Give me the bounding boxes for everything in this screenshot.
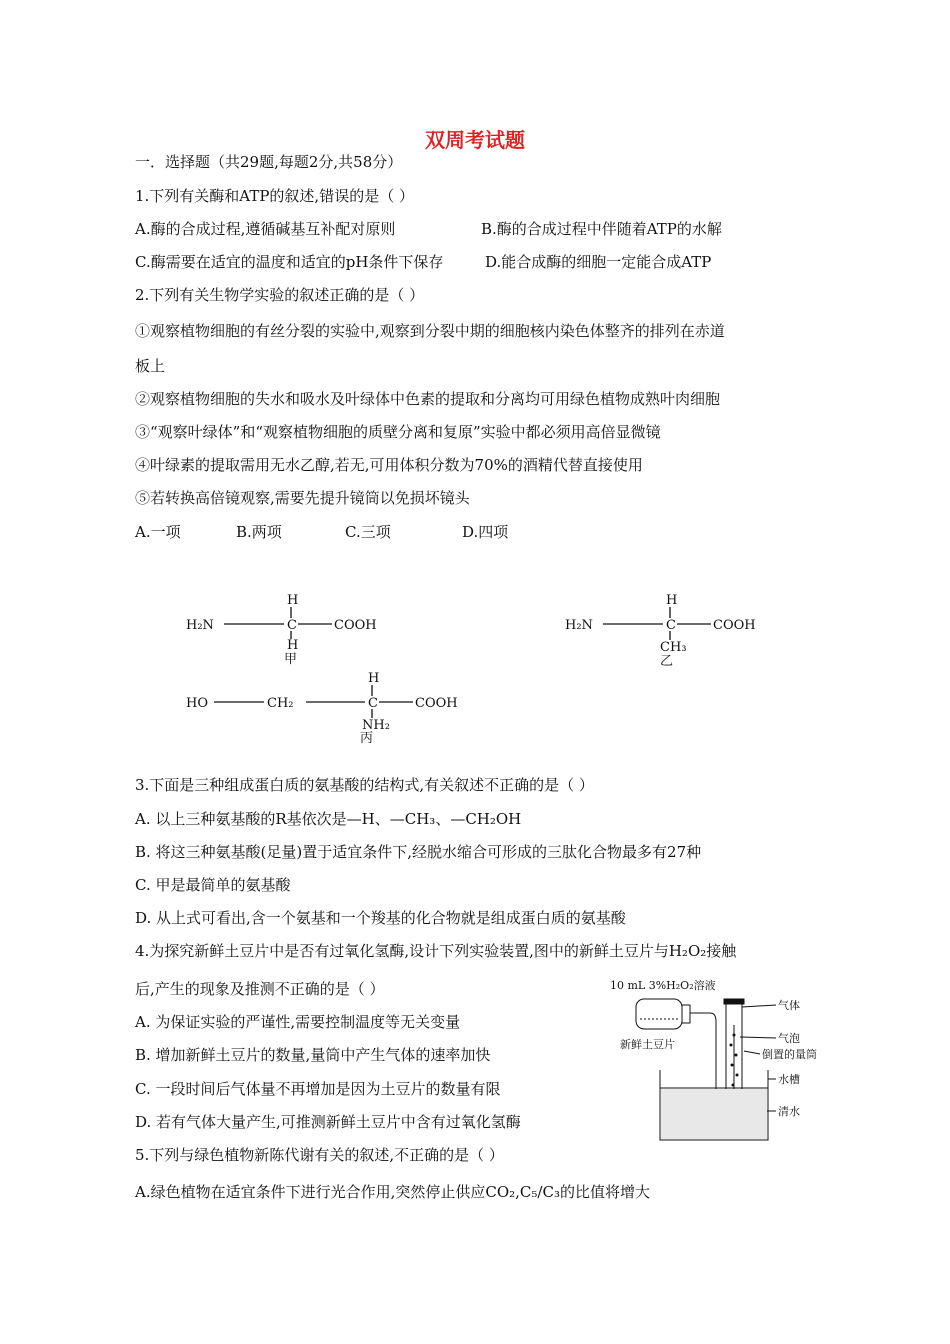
q3-stem: 3.下面是三种组成蛋白质的氨基酸的结构式,有关叙述不正确的是（ ）	[135, 776, 594, 794]
amino-acid-structures	[0, 585, 950, 745]
q4-stem-line2: 后,产生的现象及推测不正确的是（ ）	[135, 980, 385, 998]
q1-option-a: A.酶的合成过程,遵循碱基互补配对原则	[135, 220, 396, 238]
yi-label: 乙	[660, 654, 674, 669]
q1-option-d: D.能合成酶的细胞一定能合成ATP	[485, 253, 712, 271]
q2-statement-5: ⑤若转换高倍镜观察,需要先提升镜筒以免损坏镜头	[135, 489, 470, 507]
bing-cooh: COOH	[415, 696, 458, 711]
bubble-label: 气泡	[778, 1032, 800, 1045]
bing-nh2: NH₂	[362, 718, 390, 733]
q4-option-d: D. 若有气体大量产生,可推测新鲜土豆片中含有过氧化氢酶	[135, 1113, 521, 1131]
structure-yi	[565, 593, 756, 669]
q4-option-b: B. 增加新鲜土豆片的数量,量筒中产生气体的速率加快	[135, 1046, 491, 1064]
bing-top-h: H	[368, 671, 380, 686]
q2-option-a: A.一项	[135, 523, 181, 541]
q4-stem-line1: 4.为探究新鲜土豆片中是否有过氧化氢酶,设计下列实验装置,图中的新鲜土豆片与H₂O₂接触	[135, 942, 737, 960]
q3-option-b: B. 将这三种氨基酸(足量)置于适宜条件下,经脱水缩合可形成的三肽化合物最多有27种	[135, 843, 702, 861]
jia-label: 甲	[284, 652, 298, 667]
q2-statement-1-cont: 板上	[135, 357, 166, 375]
apparatus-figure	[610, 975, 850, 1145]
bing-ch2: CH₂	[267, 696, 294, 711]
bing-alpha-c: C	[368, 696, 378, 711]
q5-stem: 5.下列与绿色植物新陈代谢有关的叙述,不正确的是（ ）	[135, 1146, 504, 1164]
section-heading: 一．选择题（共29题,每题2分,共58分）	[135, 153, 403, 171]
yi-top-h: H	[666, 593, 678, 608]
q5-option-a: A.绿色植物在适宜条件下进行光合作用,突然停止供应CO₂,C₅/C₃的比值将增大	[135, 1183, 650, 1201]
jia-cooh: COOH	[334, 618, 377, 633]
yi-alpha-c: C	[666, 618, 676, 633]
potato-label: 新鲜土豆片	[620, 1038, 675, 1051]
q2-option-d: D.四项	[462, 523, 509, 541]
bing-label: 丙	[360, 731, 374, 745]
q2-stem: 2.下列有关生物学实验的叙述正确的是（ ）	[135, 286, 425, 304]
yi-h2n: H₂N	[565, 618, 593, 633]
structure-bing	[186, 671, 458, 745]
trough-label: 水槽	[778, 1073, 800, 1086]
gas-label: 气体	[778, 999, 800, 1012]
q1-stem: 1.下列有关酶和ATP的叙述,错误的是（ ）	[135, 187, 414, 205]
yi-ch3: CH₃	[660, 640, 687, 655]
reagent-bottle	[636, 999, 682, 1029]
q3-option-c: C. 甲是最简单的氨基酸	[135, 876, 291, 894]
yi-cooh: COOH	[713, 618, 756, 633]
q3-option-d: D. 从上式可看出,含一个氨基和一个羧基的化合物就是组成蛋白质的氨基酸	[135, 909, 626, 927]
jia-h2n: H₂N	[186, 618, 214, 633]
q3-option-a: A. 以上三种氨基酸的R基依次是—H、—CH₃、—CH₂OH	[135, 810, 522, 828]
jia-top-h: H	[287, 593, 299, 608]
water-label: 清水	[778, 1105, 800, 1118]
q4-option-c: C. 一段时间后气体量不再增加是因为土豆片的数量有限	[135, 1080, 501, 1098]
q2-option-b: B.两项	[236, 523, 282, 541]
q4-option-a: A. 为保证实验的严谨性,需要控制温度等无关变量	[135, 1013, 461, 1031]
q2-option-c: C.三项	[345, 523, 391, 541]
q2-statement-1: ①观察植物细胞的有丝分裂的实验中,观察到分裂中期的细胞核内染色体整齐的排列在赤道	[135, 322, 725, 340]
q1-option-b: B.酶的合成过程中伴随着ATP的水解	[481, 220, 722, 238]
reagent-label: 10 mL 3%H₂O₂溶液	[610, 979, 716, 992]
jia-bottom-h: H	[287, 638, 299, 653]
q2-statement-2: ②观察植物细胞的失水和吸水及叶绿体中色素的提取和分离均可用绿色植物成熟叶肉细胞	[135, 390, 721, 408]
q2-statement-3: ③“观察叶绿体”和“观察植物细胞的质壁分离和复原”实验中都必须用高倍显微镜	[135, 423, 661, 441]
jia-alpha-c: C	[287, 618, 297, 633]
bing-ho: HO	[186, 696, 208, 711]
page-title: 双周考试题	[425, 128, 525, 152]
cylinder-label: 倒置的量筒	[762, 1048, 817, 1061]
structure-jia	[186, 593, 377, 667]
q2-statement-4: ④叶绿素的提取需用无水乙醇,若无,可用体积分数为70%的酒精代替直接使用	[135, 456, 643, 474]
q1-option-c: C.酶需要在适宜的温度和适宜的pH条件下保存	[135, 253, 444, 271]
